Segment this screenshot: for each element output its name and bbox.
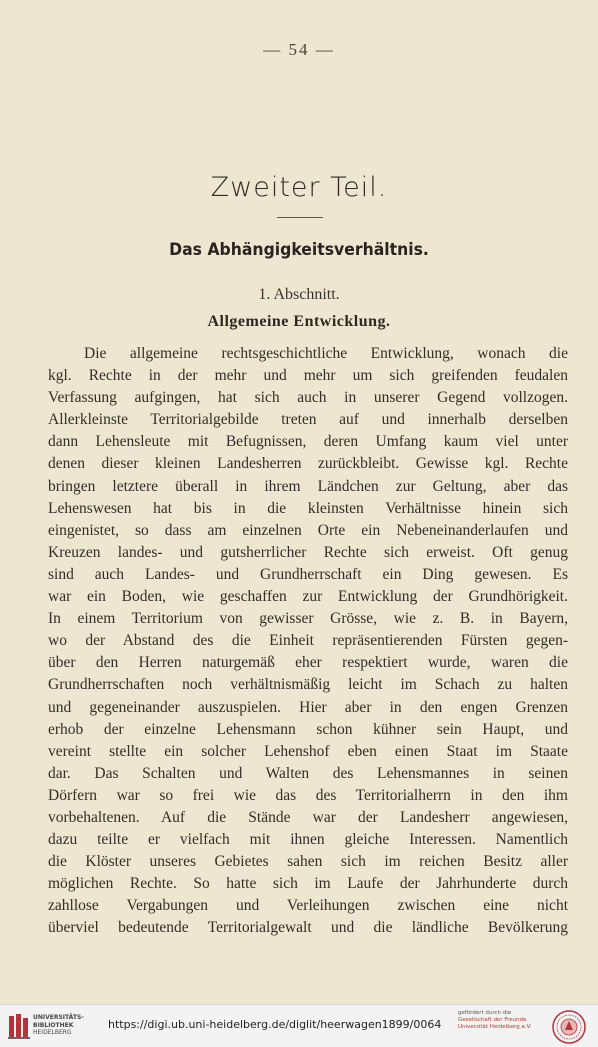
title-divider [277,217,323,218]
section-number: 1. Abschnitt. [258,286,340,303]
text-line: dazu teilte er vielfach mit ihnen gleiche Interessen. Namentlich [48,831,568,849]
university-seal-icon [552,1010,586,1044]
text-line: kgl. Rechte in der mehr und mehr um sich greifenden feudalen [48,367,568,385]
library-logo-text [33,1014,84,1037]
funder-name: Universität Heidelberg e.V. [458,1024,532,1030]
text-line: erhob der einzelne Lehensmann schon kühner sein Haupt, und [48,720,568,738]
text-line: bringen letztere überall in ihrem Ländchen zur Geltung, aber das [48,477,568,495]
logo-line: BIBLIOTHEK [33,1021,74,1029]
text-line: denen dieser kleinen Landesherren zurückbleibt. Gewisse kgl. Rechte [48,455,568,473]
chapter-heading: Das Abhängigkeitsverhältnis. [169,240,429,260]
text-line: Verfassung aufgingen, hat sich auch in unserer Gegend vollzogen. [48,389,568,407]
text-line: Kreuzen landes- und gutsherrlicher Rechte sich erweist. Oft genug [48,543,568,561]
permalink-url[interactable]: https://digi.ub.uni-heidelberg.de/diglit/heerwagen1899/0064 [108,1018,442,1031]
text-line: Lehenswesen hat bis in die kleinsten Verhältnisse hinein sich [48,499,568,517]
text-line: war ein Boden, wie geschaffen zur Entwicklung der Grundhörigkeit. [48,588,568,606]
body-paragraph [48,343,568,940]
text-line: vorbehaltenen. Auf die Stände war der Landesherr angewiesen, [48,808,568,826]
library-logo-icon [8,1013,30,1039]
text-line: sind auch Landes- und Grundherrschaft ein Ding gewesen. Es [48,565,568,583]
logo-line: UNIVERSITÄTS- [33,1014,84,1021]
text-line: über den Herren naturgemäß eher respektiert wurde, waren die [48,654,568,672]
page-number: — 54 — [263,40,335,59]
text-line: und gegeneinander auszuspielen. Hier aber in den engen Grenzen [48,698,568,716]
funder-name: Gesellschaft der Freunde [458,1017,527,1023]
text-line: wo der Abstand des die Einheit repräsentierenden Fürsten gegen- [48,632,568,650]
funding-notice [458,1010,546,1031]
text-line: vereint stellte ein solcher Lehenshof eben einen Staat im Staate [48,742,568,760]
text-line: Dörfern war so frei wie das des Territorialherrn in den ihm [48,786,568,804]
text-line: die Klöster unseres Gebietes sahen sich im reichen Besitz aller [48,853,568,871]
text-line: Grundherrschaften noch verhältnismäßig leicht im Schach zu halten [48,676,568,694]
text-line: Die allgemeine rechtsgeschichtliche Entwicklung, wonach die [84,345,568,362]
text-line: Allerkleinste Territorialgebilde treten auf und innerhalb derselben [48,411,568,429]
part-title: Zweiter Teil. [210,172,388,203]
text-line: dar. Das Schalten und Walten des Lehensmannes in seinen [48,764,568,782]
text-line: zahllose Vergabungen und Verleihungen zwischen eine nicht [48,897,568,915]
text-line: überviel bedeutende Territorialgewalt und die ländliche Bevölkerung [48,919,568,937]
text-line: eingenistet, so dass am einzelnen Orte ein Nebeneinanderlaufen und [48,521,568,539]
viewer-footer [0,1004,598,1047]
text-line: dann Lehensleute mit Befugnissen, deren Umfang kaum viel unter [48,433,568,451]
funded-label: gefördert durch die [458,1010,512,1016]
text-line: möglichen Rechte. So hatte sich im Laufe der Jahrhunderte durch [48,875,568,893]
logo-line: HEIDELBERG [33,1029,72,1036]
text-line: In einem Territorium von gewisser Grösse, wie z. B. in Bayern, [48,610,568,628]
section-title: Allgemeine Entwicklung. [207,313,391,330]
